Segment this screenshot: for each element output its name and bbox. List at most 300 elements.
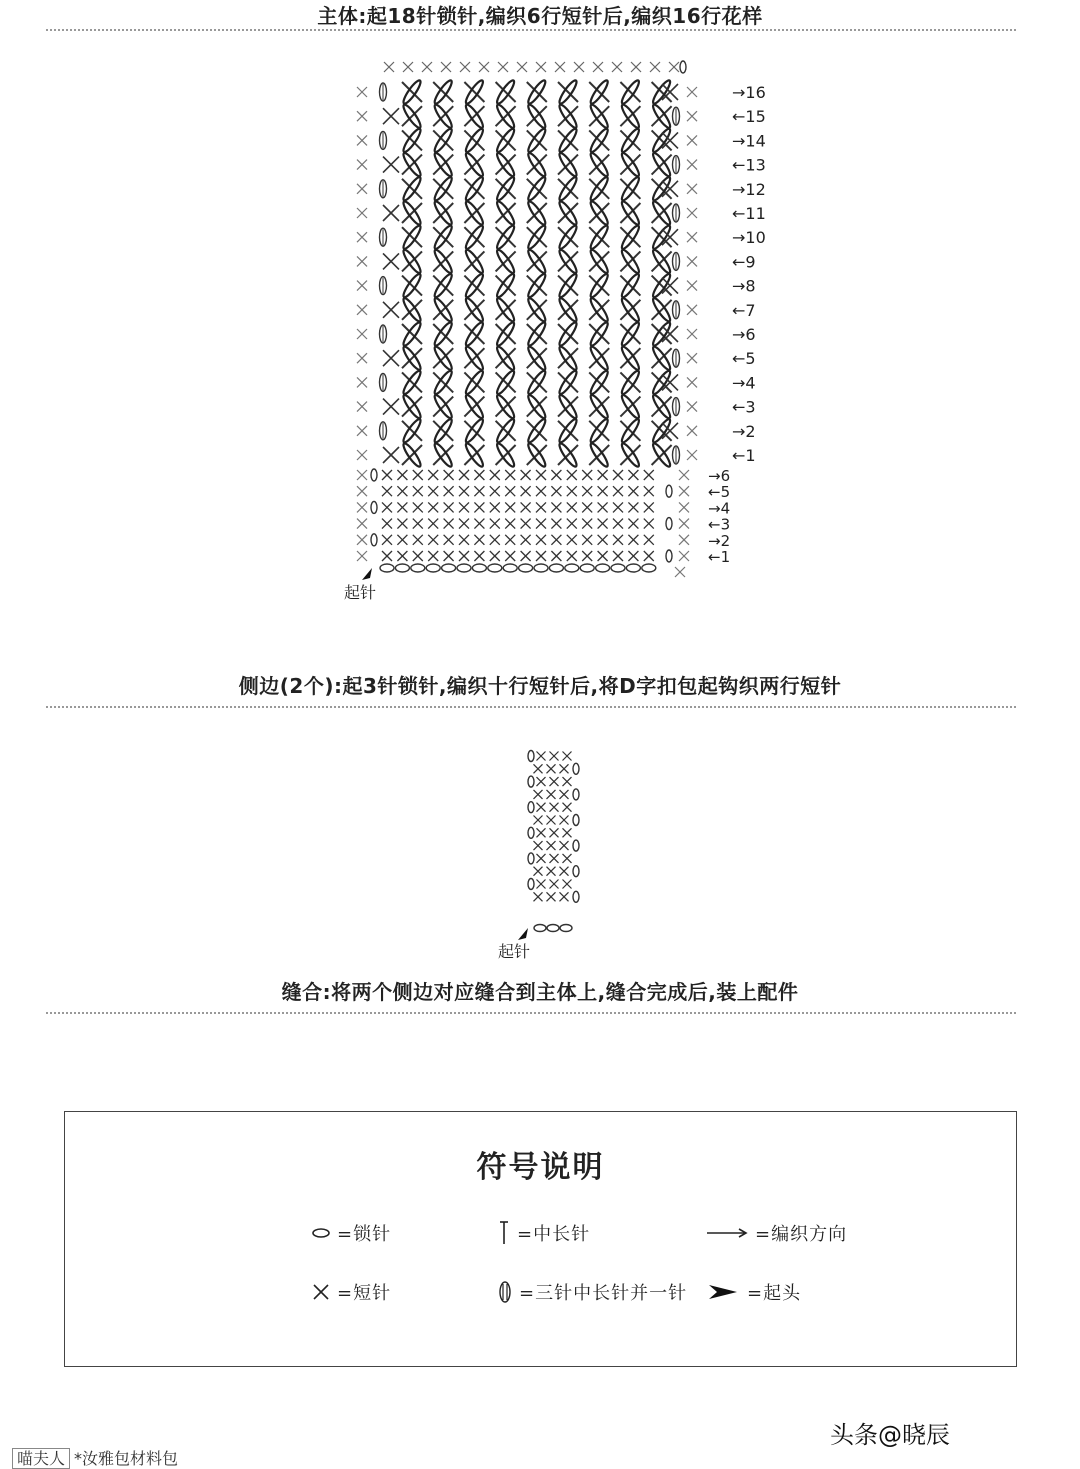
sc-stitch [428,486,438,496]
pattern-stitch [557,369,579,396]
sc-stitch [413,551,423,561]
chain-stitch [528,879,534,890]
sc-stitch [669,62,679,72]
sc-stitch [357,232,367,242]
start-arrow [362,568,372,580]
pattern-stitch [557,272,579,299]
sc-stitch [413,486,423,496]
row-label: ←5 [708,483,731,502]
hdc3tog-stitch [380,325,387,343]
start-arrow [518,928,528,940]
sc-stitch [383,108,399,124]
sc-stitch [382,535,392,545]
chain-stitch [395,564,409,572]
pattern-stitch [432,175,454,202]
sc-stitch [357,184,367,194]
hdc3tog-stitch [380,422,387,440]
sc-stitch [644,486,654,496]
sc-stitch [444,551,454,561]
sc-stitch [598,551,608,561]
sc-stitch [675,567,685,577]
sc-stitch [551,502,561,512]
sc-stitch [582,502,592,512]
sc-stitch [536,551,546,561]
sc-stitch [563,752,572,761]
chain-stitch [528,751,534,762]
chain-stitch [626,564,640,572]
chain-stitch [573,840,579,851]
footer-tag: 喵夫人 [12,1448,70,1469]
pattern-stitch [432,321,454,348]
sc-stitch [537,880,546,889]
chain-stitch [680,61,686,73]
pattern-stitch [526,272,548,299]
sc-stitch [413,470,423,480]
pattern-stitch [620,296,642,323]
sc-stitch [687,426,697,436]
chain-stitch [503,564,517,572]
hdc3tog-stitch [380,83,387,101]
chain-stitch [560,925,572,932]
footer-caption [12,1446,178,1469]
sc-stitch [560,892,569,901]
pattern-stitch [495,248,517,275]
pattern-stitch [588,442,610,469]
sc-stitch [413,535,423,545]
pattern-stitch [526,151,548,178]
pattern-stitch [464,393,486,420]
chain-stitch [411,564,425,572]
sc-stitch [650,62,660,72]
pattern-stitch [495,79,517,106]
sc-stitch [550,752,559,761]
sc-stitch [547,764,556,773]
sc-stitch [479,62,489,72]
pattern-stitch [401,224,423,251]
sc-stitch [474,502,484,512]
chain-stitch [549,564,563,572]
sc-stitch [644,519,654,529]
pattern-stitch [495,272,517,299]
sc-stitch [582,551,592,561]
pattern-stitch [464,272,486,299]
sc-stitch [560,790,569,799]
sc-stitch [560,816,569,825]
sc-stitch [628,486,638,496]
hdc3tog-stitch [380,228,387,246]
pattern-stitch [401,248,423,275]
pattern-stitch [588,248,610,275]
sc-stitch [428,470,438,480]
arrow-icon [705,1226,749,1240]
pattern-stitch [495,224,517,251]
pattern-stitch [464,417,486,444]
sc-stitch [357,470,367,480]
row-label: ←15 [732,107,766,127]
chain-stitch [547,925,559,932]
sc-stitch [537,752,546,761]
pattern-stitch [432,79,454,106]
seam-heading: 缝合:将两个侧边对应缝合到主体上,缝合完成后,装上配件 [281,980,799,1004]
legend-title: 符号说明 [476,1150,605,1185]
hdc3tog-stitch [380,131,387,149]
start-label: 起针 [498,942,531,961]
pattern-stitch [495,127,517,154]
sc-stitch [536,470,546,480]
sc-stitch [521,470,531,480]
sc-stitch [505,535,515,545]
sc-stitch [613,519,623,529]
sc-stitch [536,519,546,529]
row-label: →2 [708,531,731,550]
sc-stitch [687,450,697,460]
pattern-stitch [495,369,517,396]
sc-stitch [560,764,569,773]
start-icon [705,1282,741,1302]
sc-stitch [534,892,543,901]
sc-stitch [397,502,407,512]
row-label: →8 [732,276,756,296]
sc-stitch [521,486,531,496]
sc-stitch [560,867,569,876]
sc-stitch [459,470,469,480]
pattern-stitch [588,321,610,348]
sc-stitch [428,502,438,512]
sc-stitch [383,157,399,173]
sc-stitch [474,535,484,545]
sc-stitch [422,62,432,72]
sc-stitch [551,519,561,529]
sc-stitch [679,535,689,545]
pattern-stitch [526,79,548,106]
pattern-stitch [401,417,423,444]
pattern-stitch [620,79,642,106]
row-label: ←3 [708,515,731,534]
pattern-stitch [526,296,548,323]
sc-stitch [383,350,399,366]
sc-stitch [537,777,546,786]
row-label: →6 [732,325,756,344]
pattern-stitch [432,200,454,227]
sc-stitch [357,377,367,387]
pattern-stitch [651,200,673,227]
pattern-stitch [495,321,517,348]
row-label: ←13 [732,155,766,175]
sc-stitch [582,470,592,480]
pattern-stitch [495,200,517,227]
hdc3tog-stitch [673,156,680,174]
side-chart [0,740,1080,970]
sc-stitch [521,519,531,529]
pattern-stitch [620,393,642,420]
sc-stitch [459,551,469,561]
legend-item-sc [311,1279,391,1305]
chain-stitch [528,853,534,864]
pattern-stitch [401,272,423,299]
sc-stitch [490,502,500,512]
sc-stitch [687,111,697,121]
sc-stitch [598,486,608,496]
pattern-stitch [432,296,454,323]
pattern-stitch [432,248,454,275]
sc-stitch [687,281,697,291]
sc-stitch [357,426,367,436]
sc-stitch [551,551,561,561]
sc-stitch [505,486,515,496]
sc-stitch [459,519,469,529]
sc-stitch [550,854,559,863]
sc-stitch [459,535,469,545]
pattern-stitch [557,393,579,420]
sc-stitch [628,470,638,480]
row-label: ←3 [732,397,756,417]
main-body-heading: 主体:起18针锁针,编织6行短针后,编织16行花样 [317,4,763,28]
sc-stitch [428,551,438,561]
hdc3tog-stitch [380,373,387,391]
sc-stitch [505,470,515,480]
sc-stitch [397,470,407,480]
sc-stitch [357,111,367,121]
hdc3tog-stitch [380,180,387,198]
sc-stitch [460,62,470,72]
legend-label: =起头 [747,1283,802,1304]
pattern-stitch [495,296,517,323]
chain-stitch [472,564,486,572]
divider [46,1012,1016,1014]
hdc3tog-stitch [673,349,680,367]
pattern-stitch [588,224,610,251]
sc-stitch [582,535,592,545]
chain-stitch [488,564,502,572]
row-label: ←1 [732,446,756,465]
sc-stitch [384,62,394,72]
hdc3tog-stitch [673,301,680,319]
pattern-stitch [620,175,642,202]
sc-stitch [598,519,608,529]
sc-stitch [687,160,697,170]
pattern-stitch [588,296,610,323]
start-label: 起针 [344,583,377,602]
sc-stitch [474,470,484,480]
pattern-stitch [620,224,642,251]
sc-stitch [644,535,654,545]
chain-stitch [642,564,656,572]
sc-stitch [534,867,543,876]
sc-stitch [631,62,641,72]
sc-stitch [428,535,438,545]
sc-stitch [598,470,608,480]
pattern-stitch [557,296,579,323]
chain-stitch [371,501,377,513]
sc-stitch [357,519,367,529]
row-label: →2 [732,421,756,441]
sc-stitch [628,502,638,512]
sc-stitch [613,470,623,480]
pattern-stitch [526,321,548,348]
pattern-stitch [588,175,610,202]
sc-stitch [536,535,546,545]
pattern-stitch [620,248,642,275]
hdc3tog-stitch [673,398,680,416]
pattern-stitch [557,345,579,372]
sc-stitch [536,486,546,496]
sc-stitch [459,502,469,512]
sc-stitch [444,486,454,496]
sc-stitch [505,502,515,512]
pattern-stitch [526,345,548,372]
legend-label: =中长针 [517,1224,591,1245]
row-label: →10 [732,228,766,248]
legend-item-hdc [497,1220,590,1246]
pattern-stitch [526,224,548,251]
sc-stitch [687,87,697,97]
sc-stitch [567,519,577,529]
sc-stitch [628,519,638,529]
hdc3tog-stitch [673,252,680,270]
chain-stitch [534,564,548,572]
legend-item-start [705,1279,801,1305]
pattern-stitch [620,272,642,299]
sc-stitch [563,828,572,837]
sc-stitch [687,208,697,218]
sc-stitch [687,305,697,315]
pattern-stitch [401,345,423,372]
pattern-stitch [588,417,610,444]
sc-stitch [521,502,531,512]
sc-stitch [687,402,697,412]
sc-stitch [444,519,454,529]
row-label: ←11 [732,204,766,223]
legend-label: =编织方向 [755,1224,848,1245]
pattern-stitch [464,79,486,106]
pattern-stitch [526,417,548,444]
chain-stitch [573,891,579,902]
legend-label: =三针中长针并一针 [519,1283,688,1304]
sc-stitch [644,470,654,480]
chain-stitch [371,534,377,546]
sc-stitch [613,486,623,496]
pattern-stitch [588,369,610,396]
row-label: →12 [732,179,766,199]
pattern-stitch [464,103,486,130]
pattern-stitch [588,345,610,372]
footer-text: *汝雅包材料包 [74,1449,179,1468]
sc-stitch [547,892,556,901]
chain-stitch [528,827,534,838]
sc-stitch [517,62,527,72]
pattern-stitch [401,321,423,348]
pattern-stitch [526,442,548,469]
pattern-stitch [464,127,486,154]
sc-stitch [537,828,546,837]
pattern-stitch [401,151,423,178]
pattern-stitch [495,442,517,469]
sc-stitch [505,551,515,561]
pattern-stitch [401,175,423,202]
sc-stitch [382,551,392,561]
pattern-stitch [557,175,579,202]
sc-stitch [536,502,546,512]
sc-stitch [490,519,500,529]
chain-stitch [573,789,579,800]
pattern-stitch [432,369,454,396]
sc-stitch [550,803,559,812]
row-label: ←9 [732,252,756,272]
pattern-stitch [651,151,673,178]
hdc3tog-icon [497,1279,513,1305]
pattern-stitch [526,103,548,130]
sc-stitch [537,803,546,812]
sc-stitch [613,551,623,561]
sc-stitch [560,841,569,850]
chain-stitch [565,564,579,572]
sc-stitch [550,777,559,786]
pattern-stitch [401,79,423,106]
sc-stitch [498,62,508,72]
sc-stitch [567,486,577,496]
chain-stitch [534,925,546,932]
sc-stitch [551,486,561,496]
sc-stitch [598,535,608,545]
sc-stitch [551,470,561,480]
pattern-stitch [620,417,642,444]
pattern-stitch [495,417,517,444]
pattern-stitch [557,127,579,154]
chain-stitch [519,564,533,572]
row-label: →4 [732,373,756,393]
pattern-stitch [620,127,642,154]
sc-stitch [505,519,515,529]
sc-stitch [490,535,500,545]
pattern-stitch [526,369,548,396]
sc-stitch [567,470,577,480]
sc-stitch [444,502,454,512]
pattern-stitch [401,296,423,323]
sc-stitch [628,535,638,545]
sc-stitch [687,353,697,363]
sc-stitch [547,816,556,825]
sc-stitch [644,502,654,512]
legend-label: =锁针 [337,1224,392,1245]
sc-stitch [644,551,654,561]
pattern-stitch [495,393,517,420]
pattern-stitch [557,224,579,251]
sc-stitch [397,551,407,561]
chain-stitch [371,469,377,481]
pattern-stitch [401,393,423,420]
sc-stitch [459,486,469,496]
sc-stitch [383,253,399,269]
sc-stitch [550,880,559,889]
hdc-icon [497,1220,511,1246]
pattern-stitch [432,151,454,178]
pattern-stitch [588,272,610,299]
row-label: →16 [732,83,766,102]
sc-stitch [382,519,392,529]
pattern-stitch [432,224,454,251]
pattern-stitch [557,200,579,227]
sc-stitch [679,502,689,512]
pattern-stitch [401,369,423,396]
sc-stitch [382,502,392,512]
chain-stitch [596,564,610,572]
sc-stitch [613,502,623,512]
legend-item-hdc3tog [497,1279,687,1305]
sc-stitch [534,841,543,850]
sc-stitch [357,402,367,412]
chain-stitch [573,815,579,826]
sc-stitch [357,502,367,512]
